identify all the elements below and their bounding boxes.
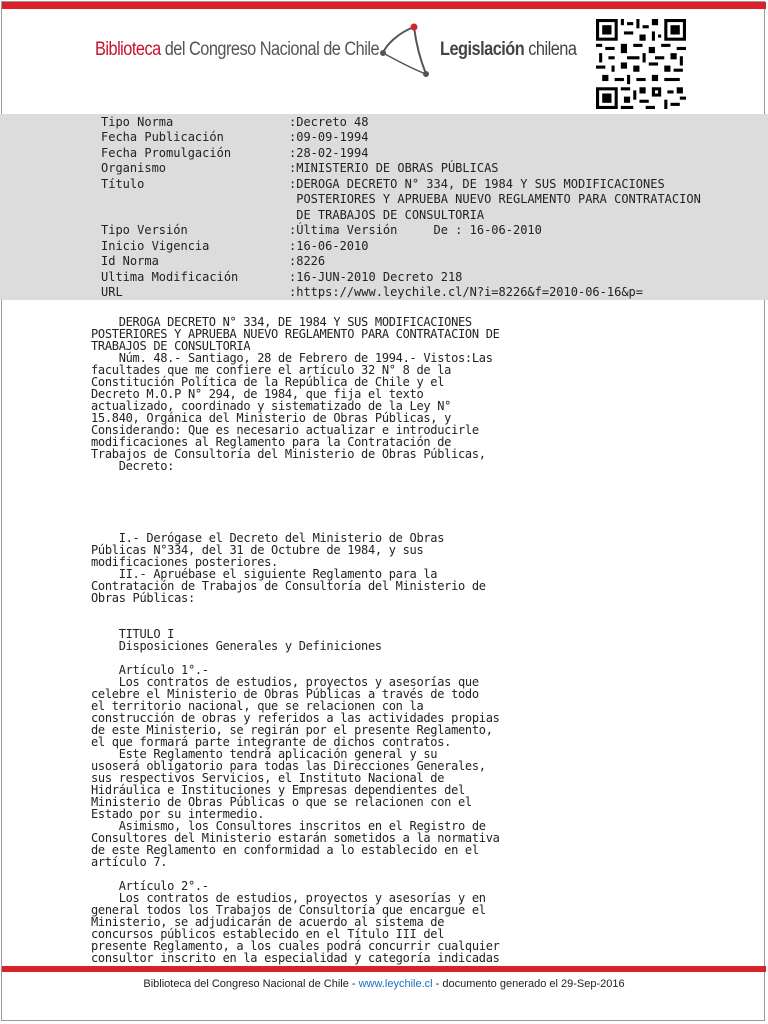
header — [0, 9, 768, 114]
meta-label: Tipo Versión — [101, 223, 188, 237]
footer-suffix: - documento generado el 29-Sep-2016 — [432, 978, 625, 990]
body-line: Artículo 1°.- — [91, 663, 209, 677]
meta-label: Id Norma — [101, 254, 159, 268]
logo-legislacion: Legislación — [440, 39, 525, 60]
body-line: concursos públicos establecido en el Título III del — [91, 927, 445, 941]
meta-value: :28-02-1994 — [289, 146, 369, 160]
meta-label: Organismo — [101, 161, 167, 175]
body-line: consultor inscrito en la especialidad y categoría indicadas — [91, 951, 500, 965]
body-line: Trabajos de Consultoría del Ministerio de Obras Públicas, — [91, 447, 486, 461]
body-line: celebre el Ministerio de Obras Públicas a través de todo — [91, 687, 479, 701]
metadata-panel — [0, 114, 768, 300]
footer-red-bar — [2, 966, 766, 972]
body-line: el que formará parte integrante de dichos contratos. — [91, 735, 452, 749]
body-line: de este Ministerio, se regirán por el presente Reglamento, — [91, 723, 493, 737]
body-line — [91, 484, 551, 496]
body-line: de este Reglamento en conformidad a lo establecido en el — [91, 843, 479, 857]
logo-congreso: del Congreso Nacional de Chile — [160, 39, 380, 60]
body-line: Artículo 2°.- — [91, 879, 209, 893]
body-line: Asimismo, los Consultores inscritos en el Registro de — [91, 819, 486, 833]
body-line: el territorio nacional, que se relacionen con la — [91, 699, 424, 713]
meta-label: Fecha Promulgación — [101, 146, 232, 160]
body-line: II.- Apruébase el siguiente Reglamento para la — [91, 567, 438, 581]
body-line: actualizado, coordinado y sistematizado de la Ley N° — [91, 399, 452, 413]
body-line: Contratación de Trabajos de Consultoría del Ministerio de — [91, 579, 486, 593]
body-line — [91, 508, 551, 520]
body-line: Los contratos de estudios, proyectos y asesorías y en — [91, 891, 486, 905]
meta-value: :16-06-2010 — [289, 239, 369, 253]
meta-value: DE TRABAJOS DE CONSULTORIA — [289, 208, 485, 222]
top-red-bar — [2, 2, 766, 9]
body-line: Los contratos de estudios, proyectos y asesorías que — [91, 675, 479, 689]
body-line: Núm. 48.- Santiago, 28 de Febrero de 1994.- Vistos:Las — [91, 351, 493, 365]
footer-link[interactable]: www.leychile.cl — [358, 978, 433, 990]
body-line — [91, 496, 551, 508]
body-line: DEROGA DECRETO N° 334, DE 1984 Y SUS MODIFICACIONES — [91, 315, 472, 329]
body-line: facultades que me confiere el artículo 32 N° 8 de la — [91, 363, 452, 377]
meta-label: Ultima Modificación — [101, 270, 239, 284]
body-line: sus respectivos Servicios, el Instituto Nacional de — [91, 771, 445, 785]
body-line: TITULO I — [91, 627, 175, 641]
body-line: artículo 7. — [91, 855, 168, 869]
bcn-logo-text[interactable] — [95, 39, 379, 61]
body-line: modificaciones posteriores. — [91, 555, 278, 569]
footer — [0, 978, 768, 990]
meta-value: :8226 — [289, 254, 326, 268]
body-line: Decreto: — [91, 459, 175, 473]
body-line: Consultores del Ministerio estarán sometidos a la normativa — [91, 831, 500, 845]
body-line: modificaciones al Reglamento para la Contratación de — [91, 435, 452, 449]
logo-biblioteca: Biblioteca — [95, 39, 161, 60]
meta-value: :Última Versión De : 16-06-2010 — [289, 223, 542, 237]
body-line: construcción de obras y referidos a las actividades propias — [91, 711, 500, 725]
body-line: 15.840, Orgánica del Ministerio de Obras Públicas, y — [91, 411, 452, 425]
meta-label: Título — [101, 177, 145, 191]
body-line: Hidráulica e Instituciones y Empresas dependientes del — [91, 783, 465, 797]
legislacion-chilena-text[interactable] — [440, 39, 576, 61]
meta-value: :09-09-1994 — [289, 130, 369, 144]
meta-label: Fecha Publicación — [101, 130, 224, 144]
body-line: Ministerio, se adjudicarán de acuerdo al sistema de — [91, 915, 445, 929]
body-line: Públicas N°334, del 31 de Octubre de 1984, y sus — [91, 543, 424, 557]
meta-value: :Decreto 48 — [289, 115, 369, 129]
meta-value: :MINISTERIO DE OBRAS PÚBLICAS — [289, 161, 499, 175]
legislacion-logo-icon — [376, 19, 436, 81]
body-line: I.- Derógase el Decreto del Ministerio de Obras — [91, 531, 445, 545]
body-line — [91, 604, 551, 616]
body-line — [91, 472, 551, 484]
meta-value: POSTERIORES Y APRUEBA NUEVO REGLAMENTO PARA CONTRATACION — [289, 192, 701, 206]
document-body — [91, 316, 551, 964]
body-line: Decreto M.O.P N° 294, de 1984, que fija el texto — [91, 387, 424, 401]
body-line: general todos los Trabajos de Consultoría que encargue el — [91, 903, 486, 917]
meta-value: :16-JUN-2010 Decreto 218 — [289, 270, 463, 284]
meta-label: Inicio Vigencia — [101, 239, 210, 253]
qr-code-icon[interactable] — [596, 19, 686, 109]
body-line: usoserá obligatorio para todas las Direcciones Generales, — [91, 759, 486, 773]
body-line: Constitución Política de la República de Chile y el — [91, 375, 445, 389]
meta-label: URL — [101, 285, 123, 299]
body-line: presente Reglamento, a los cuales podrá concurrir cualquier — [91, 939, 500, 953]
body-line: Estado por su intermedio. — [91, 807, 265, 821]
body-line: Este Reglamento tendrá aplicación general y su — [91, 747, 438, 761]
logo-chilena: chilena — [524, 39, 577, 60]
footer-prefix: Biblioteca del Congreso Nacional de Chile - — [143, 978, 359, 990]
body-line: Considerando: Que es necesario actualizar e introducirle — [91, 423, 479, 437]
body-line: Ministerio de Obras Públicas o que se relacionen con el — [91, 795, 472, 809]
meta-value[interactable]: :https://www.leychile.cl/N?i=8226&f=2010-06-16&p= — [289, 285, 644, 299]
body-line: TRABAJOS DE CONSULTORIA — [91, 339, 251, 353]
meta-value: :DEROGA DECRETO N° 334, DE 1984 Y SUS MODIFICACIONES — [289, 177, 665, 191]
body-line: POSTERIORES Y APRUEBA NUEVO REGLAMENTO PARA CONTRATACION DE — [91, 327, 500, 341]
meta-label: Tipo Norma — [101, 115, 174, 129]
body-line: Obras Públicas: — [91, 591, 195, 605]
body-line: Disposiciones Generales y Definiciones — [91, 639, 382, 653]
